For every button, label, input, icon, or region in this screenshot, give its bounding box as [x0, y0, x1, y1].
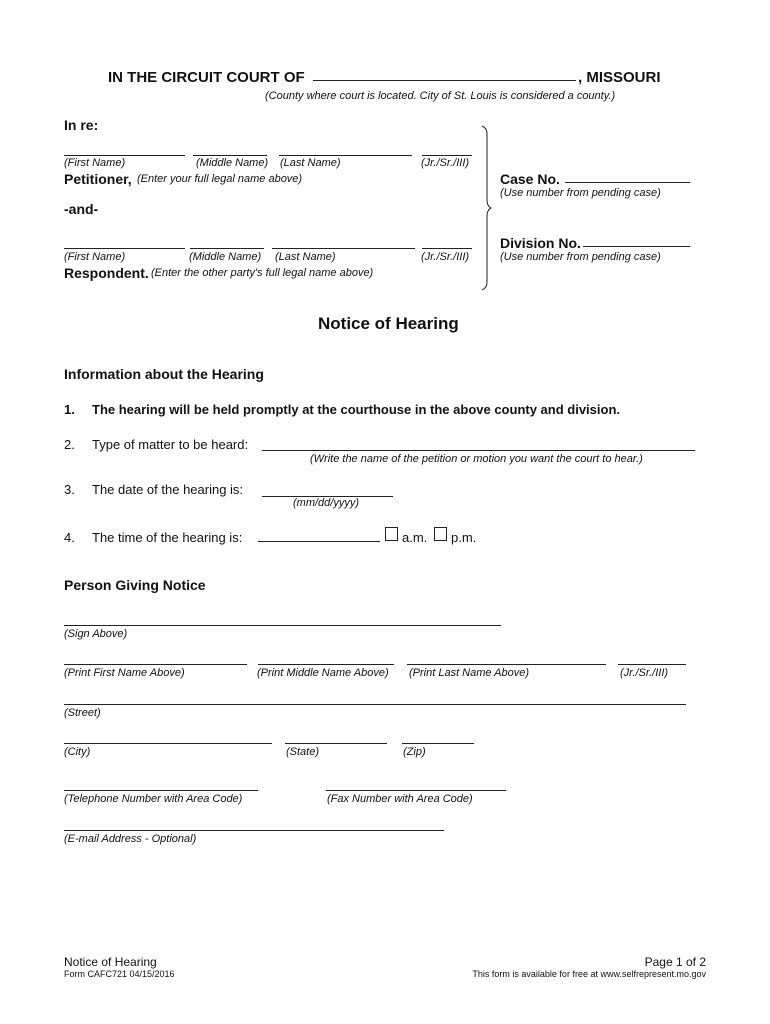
fax-line[interactable] [326, 790, 506, 791]
print-middle-name-line[interactable] [258, 664, 394, 665]
respondent-label: Respondent. [64, 265, 149, 281]
notice-section-heading: Person Giving Notice [64, 577, 206, 593]
court-prefix: IN THE CIRCUIT COURT OF [108, 69, 305, 86]
petitioner-suffix-line[interactable] [422, 155, 472, 156]
case-no-note: (Use number from pending case) [500, 187, 661, 199]
print-suffix-caption: (Jr./Sr./III) [620, 667, 669, 679]
petitioner-label: Petitioner, [64, 171, 132, 187]
footer-form-title: Notice of Hearing [64, 955, 157, 969]
item4-number: 4. [64, 530, 75, 545]
petitioner-suffix-caption: (Jr./Sr./III) [421, 157, 470, 169]
petitioner-note: (Enter your full legal name above) [137, 173, 303, 185]
print-suffix-line[interactable] [618, 664, 686, 665]
signature-line[interactable] [64, 625, 501, 626]
petitioner-middle-name-line[interactable] [193, 155, 267, 156]
footer-page-number: Page 1 of 2 [644, 955, 706, 969]
print-last-name-line[interactable] [407, 664, 606, 665]
division-no-input-line[interactable] [583, 246, 690, 247]
footer-form-number: Form CAFC721 04/15/2016 [64, 969, 175, 979]
print-last-name-caption: (Print Last Name Above) [409, 667, 530, 679]
caption-brace [480, 124, 492, 292]
email-caption: (E-mail Address - Optional) [64, 833, 197, 845]
respondent-last-name-caption: (Last Name) [275, 251, 336, 263]
county-input-line[interactable] [313, 80, 576, 81]
respondent-middle-name-caption: (Middle Name) [189, 251, 262, 263]
sign-caption: (Sign Above) [64, 628, 128, 640]
street-caption: (Street) [64, 707, 101, 719]
am-checkbox[interactable] [385, 527, 398, 541]
item1-number: 1. [64, 402, 75, 417]
county-note: (County where court is located. City of St. Louis is considered a county.) [265, 90, 616, 102]
petitioner-last-name-caption: (Last Name) [280, 157, 341, 169]
division-no-note: (Use number from pending case) [500, 251, 661, 263]
respondent-suffix-line[interactable] [422, 248, 472, 249]
in-re-label: In re: [64, 117, 99, 133]
item2-note: (Write the name of the petition or motion you want the court to hear.) [310, 453, 643, 465]
footer-availability: This form is available for free at www.selfrepresent.mo.gov [472, 969, 706, 979]
telephone-caption: (Telephone Number with Area Code) [64, 793, 243, 805]
page-title: Notice of Hearing [318, 314, 459, 333]
am-label: a.m. [402, 530, 428, 545]
pm-checkbox[interactable] [434, 527, 447, 541]
street-line[interactable] [64, 704, 686, 705]
item2-number: 2. [64, 437, 75, 452]
print-first-name-caption: (Print First Name Above) [64, 667, 185, 679]
time-input-line[interactable] [258, 541, 380, 542]
petitioner-first-name-caption: (First Name) [64, 157, 126, 169]
print-middle-name-caption: (Print Middle Name Above) [257, 667, 389, 679]
petitioner-middle-name-caption: (Middle Name) [196, 157, 269, 169]
respondent-middle-name-line[interactable] [190, 248, 264, 249]
fax-caption: (Fax Number with Area Code) [327, 793, 473, 805]
respondent-suffix-caption: (Jr./Sr./III) [421, 251, 470, 263]
respondent-first-name-caption: (First Name) [64, 251, 126, 263]
item3-text: The date of the hearing is: [92, 482, 244, 497]
zip-line[interactable] [402, 743, 474, 744]
case-no-input-line[interactable] [565, 182, 690, 183]
respondent-last-name-line[interactable] [272, 248, 415, 249]
state-line[interactable] [285, 743, 387, 744]
hearing-section-heading: Information about the Hearing [64, 366, 264, 382]
item3-note: (mm/dd/yyyy) [293, 497, 359, 509]
email-line[interactable] [64, 830, 444, 831]
item2-text: Type of matter to be heard: [92, 437, 249, 452]
item1-text: The hearing will be held promptly at the courthouse in the above county and division. [92, 402, 621, 417]
respondent-note: (Enter the other party's full legal name above) [151, 267, 374, 279]
zip-caption: (Zip) [403, 746, 426, 758]
petitioner-first-name-line[interactable] [64, 155, 185, 156]
case-no-label: Case No. [500, 171, 560, 187]
item3-number: 3. [64, 482, 75, 497]
state-caption: (State) [286, 746, 320, 758]
city-caption: (City) [64, 746, 91, 758]
petitioner-last-name-line[interactable] [279, 155, 412, 156]
and-label: -and- [64, 201, 99, 217]
court-suffix: , MISSOURI [578, 69, 661, 86]
item4-text: The time of the hearing is: [92, 530, 243, 545]
pm-label: p.m. [451, 530, 477, 545]
division-no-label: Division No. [500, 235, 581, 251]
matter-input-line[interactable] [262, 450, 695, 451]
city-line[interactable] [64, 743, 272, 744]
telephone-line[interactable] [64, 790, 258, 791]
print-first-name-line[interactable] [64, 664, 247, 665]
respondent-first-name-line[interactable] [64, 248, 185, 249]
